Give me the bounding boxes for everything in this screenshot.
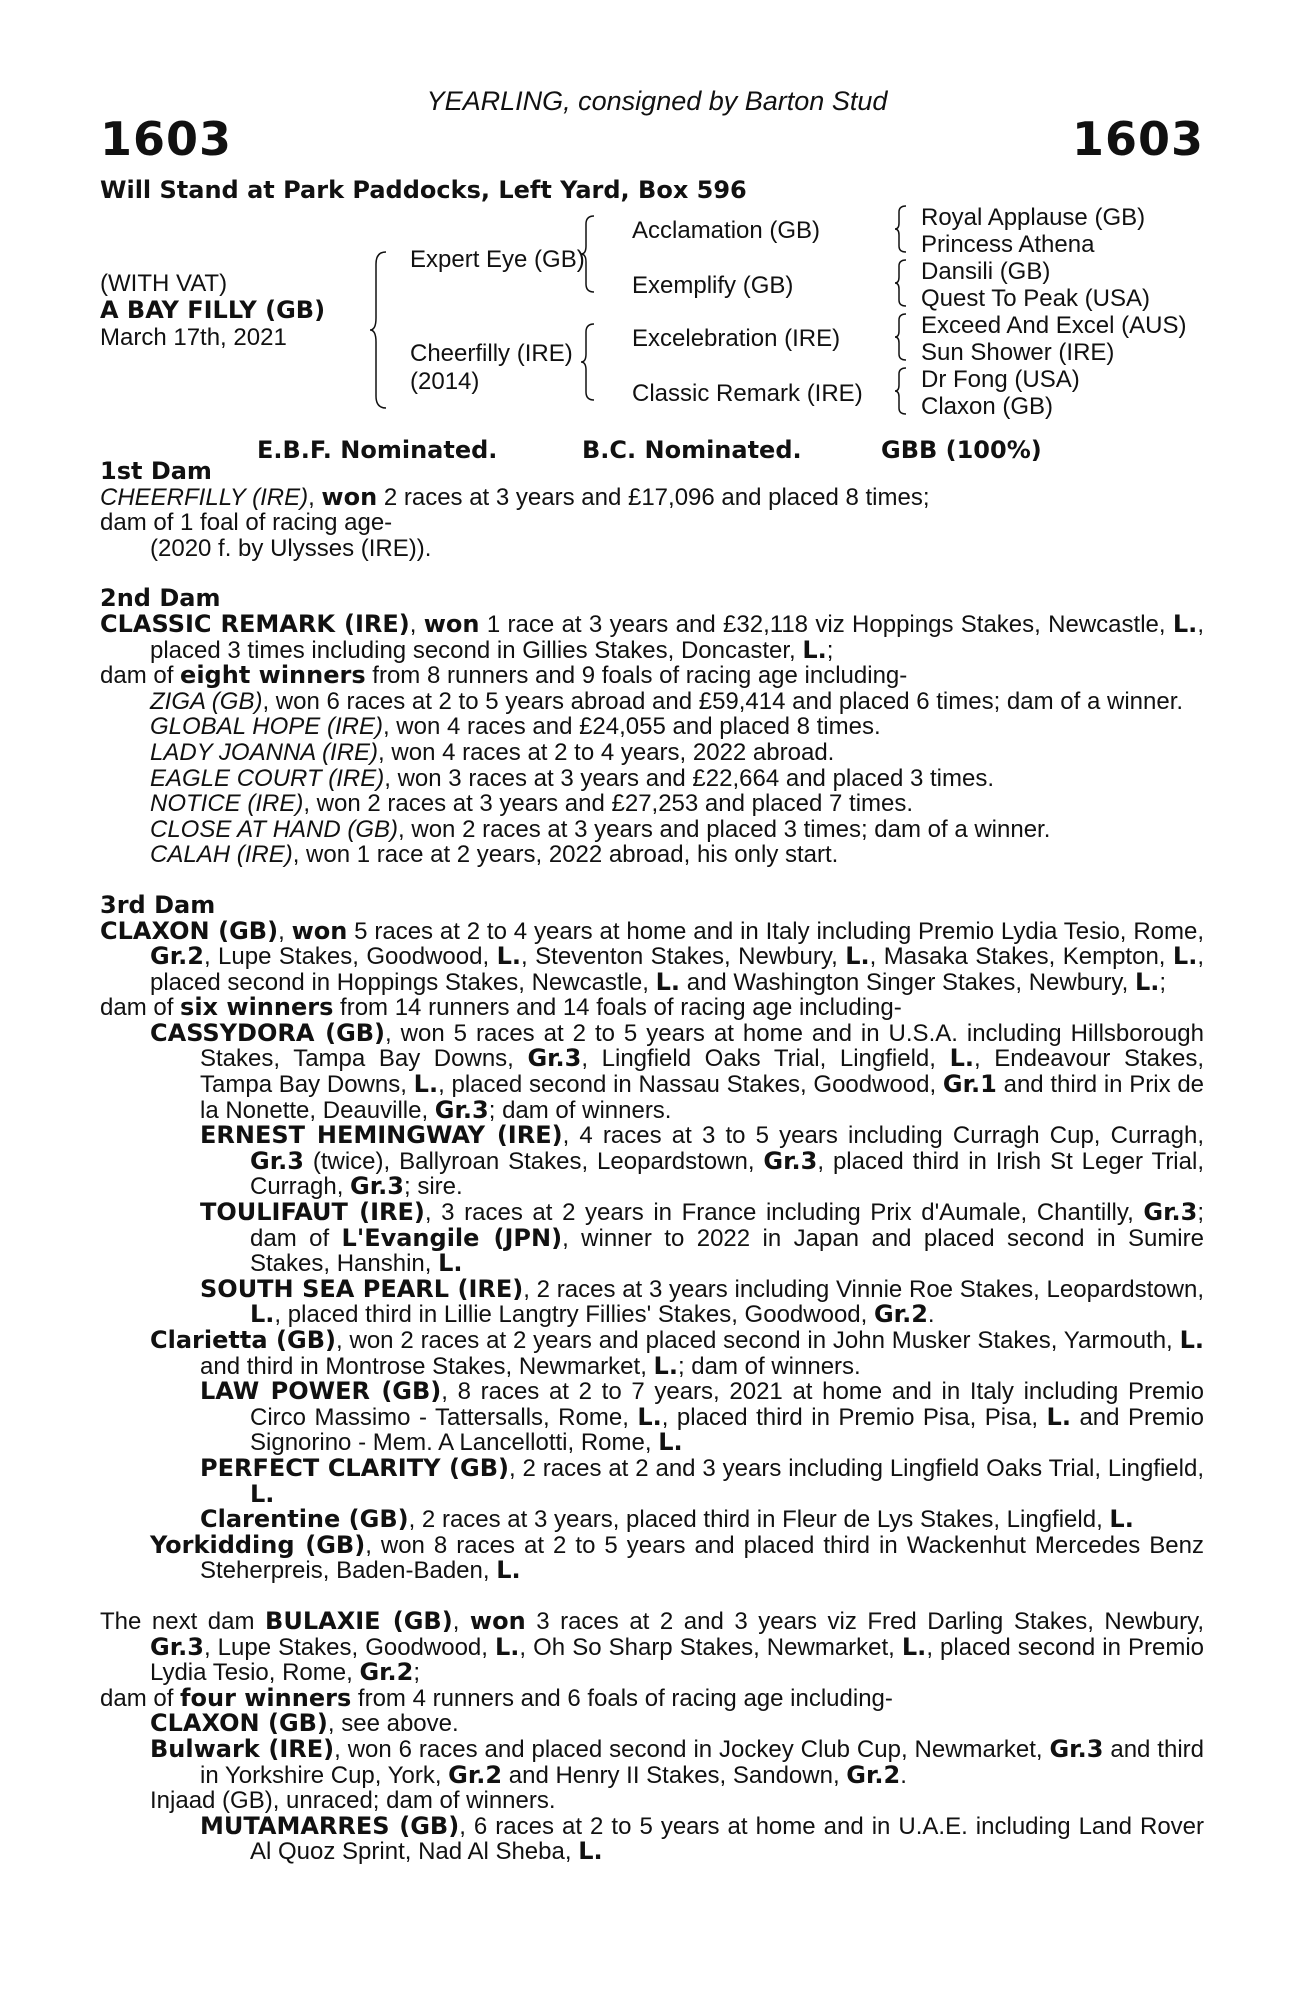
lot-number-left: 1603: [100, 112, 233, 166]
ped-dam: Cheerfilly (IRE): [410, 340, 573, 367]
southsea-t1: , 2 races at 3 years including Vinnie Roe Stakes, Leopardstown,: [523, 1275, 1204, 1303]
third-dam-heading: 3rd Dam: [100, 890, 216, 919]
bulwark-g3: Gr.2: [846, 1760, 901, 1789]
bulwark-g2: Gr.2: [448, 1760, 503, 1789]
next-dam-t5: ;: [413, 1659, 421, 1687]
ped-dd: Classic Remark (IRE): [632, 380, 863, 407]
second-dam-listed-2: L.: [802, 635, 827, 664]
next-dam-t2: , Lupe Stakes, Goodwood,: [203, 1633, 495, 1661]
progeny-item: [100, 740, 1204, 766]
ped-dds: Dr Fong (USA): [921, 366, 1080, 393]
ped-sdd: Quest To Peak (USA): [921, 285, 1150, 312]
next-dam-g1: Gr.3: [150, 1632, 204, 1661]
yorkidding-name: Yorkidding (GB): [150, 1530, 366, 1559]
progeny-text: , won 4 races at 2 to 4 years, 2022 abroad.: [378, 738, 835, 766]
bulwark-t1: , won 6 races and placed second in Jockey Club Cup, Newmarket,: [334, 1735, 1050, 1763]
lawpower-l1: L.: [637, 1402, 662, 1431]
next-dam-damof: [100, 1683, 1204, 1712]
progeny-text: , won 6 races at 2 to 5 years abroad and £59,414 and placed 6 times; dam of a winner.: [262, 687, 1184, 715]
ped-sire: Expert Eye (GB): [410, 246, 585, 273]
third-dam-l5: L.: [1134, 967, 1160, 996]
ped-dsd: Sun Shower (IRE): [921, 339, 1115, 366]
progeny-item: [100, 842, 1204, 868]
stand-location: Will Stand at Park Paddocks, Left Yard, Box 596: [100, 176, 747, 204]
toulifaut-t1: , 3 races at 2 years in France including Prix d'Aumale, Chantilly,: [424, 1199, 1144, 1227]
progeny-item: [100, 766, 1204, 792]
progeny-text: , won 2 races at 3 years and £27,253 and placed 7 times.: [303, 790, 914, 818]
ped-dss: Exceed And Excel (AUS): [921, 312, 1187, 339]
clarentine-entry: [100, 1507, 1204, 1533]
progeny-name: GLOBAL HOPE (IRE): [150, 713, 383, 741]
progeny-item: [100, 791, 1204, 817]
first-dam-name: CHEERFILLY (IRE): [100, 483, 309, 511]
next-dam-t3: , Oh So Sharp Stakes, Newmarket,: [519, 1633, 902, 1661]
third-dam-winners: six winners: [180, 993, 334, 1022]
third-dam-l4: L.: [655, 967, 681, 996]
clarietta-entry: [100, 1328, 1204, 1379]
mutamarres-entry: [100, 1811, 1204, 1866]
bulwark-g1: Gr.3: [1049, 1734, 1104, 1763]
next-dam-damof-b: from 4 runners and 6 foals of racing age including-: [351, 1684, 893, 1712]
first-dam-heading: 1st Dam: [100, 457, 212, 485]
cassydora-t3: , Endeavour Stakes, Tampa Bay Downs,: [200, 1045, 1204, 1099]
third-dam-t2: , Lupe Stakes, Goodwood,: [203, 943, 497, 971]
lawpower-entry: [100, 1379, 1204, 1456]
cassydora-l1: L.: [949, 1044, 974, 1073]
third-dam-won: won: [291, 916, 348, 945]
second-dam-heading: 2nd Dam: [100, 584, 221, 613]
clarietta-t2: and third in Montrose Stakes, Newmarket,: [200, 1352, 654, 1380]
claxon-ref-text: , see above.: [327, 1710, 459, 1738]
pedigree-brace-ds: [895, 312, 909, 362]
bulwark-t4: .: [900, 1761, 907, 1789]
clarietta-name: Clarietta (GB): [150, 1326, 336, 1354]
clarietta-l1: L.: [1179, 1326, 1204, 1354]
yorkidding-t1: , won 8 races at 2 to 5 years and placed third in Wackenhut Mercedes Benz Steherpreis, Baden-Baden,: [200, 1531, 1205, 1585]
ped-sss: Royal Applause (GB): [921, 204, 1146, 231]
next-dam-won: won: [469, 1606, 526, 1635]
next-dam-l2: L.: [901, 1632, 927, 1661]
next-dam-t1: 3 races at 2 and 3 years viz Fred Darling Stakes, Newbury,: [525, 1607, 1204, 1635]
cassydora-entry: [100, 1018, 1205, 1124]
toulifaut-t3: , winner to 2022 in Japan and placed second in Sumire Stakes, Hanshin,: [250, 1224, 1204, 1278]
clarentine-l1: L.: [1109, 1505, 1134, 1534]
pedigree-brace-dd: [895, 366, 909, 416]
bulwark-t2: and third in Yorkshire Cup, York,: [200, 1735, 1204, 1789]
third-dam-damof-b: from 14 runners and 14 foals of racing age including-: [333, 994, 902, 1022]
second-dam-damof: [100, 663, 1204, 689]
consignor-line: YEARLING, consigned by Barton Stud: [426, 86, 888, 116]
first-dam-won: won: [321, 482, 378, 511]
ebf-nomination: E.B.F. Nominated.: [257, 436, 498, 464]
cassydora-t4: , placed second in Nassau Stakes, Goodwood,: [438, 1071, 943, 1099]
progeny-text: , won 3 races at 3 years and £22,664 and placed 3 times.: [384, 764, 994, 792]
southsea-l1: L.: [250, 1300, 275, 1329]
third-dam-t6: and Washington Singer Stakes, Newbury,: [680, 968, 1135, 996]
ernest-name: ERNEST HEMINGWAY (IRE): [200, 1121, 563, 1150]
horse-dob: March 17th, 2021: [100, 324, 287, 351]
first-dam-foal: (2020 f. by Ulysses (IRE)).: [150, 534, 432, 562]
cassydora-t1: , won 5 races at 2 to 5 years at home and in U.S.A. including Hillsborough Stakes, Tampa Bay Downs,: [200, 1019, 1204, 1073]
cassydora-g2: Gr.1: [942, 1070, 997, 1099]
ernest-g1: Gr.3: [250, 1146, 304, 1175]
toulifaut-l1: L.: [438, 1249, 463, 1278]
lawpower-t3: and Premio Signorino - Mem. A Lancellotti, Rome,: [250, 1403, 1204, 1457]
bc-nomination: B.C. Nominated.: [582, 436, 802, 464]
mutamarres-l1: L.: [578, 1837, 603, 1866]
progeny-text: , won 2 races at 3 years and placed 3 times; dam of a winner.: [398, 815, 1051, 843]
next-dam-t4: , placed second in Premio Lydia Tesio, Rome,: [150, 1633, 1205, 1687]
clarietta-l2: L.: [653, 1351, 678, 1380]
cassydora-l2: L.: [413, 1070, 439, 1099]
gbb-status: GBB (100%): [881, 436, 1042, 464]
southsea-t3: .: [927, 1301, 935, 1329]
ped-ddd: Claxon (GB): [921, 393, 1054, 420]
third-dam-l2: L.: [845, 942, 870, 971]
progeny-item: [100, 689, 1204, 715]
third-dam-damof-a: dam of: [100, 994, 181, 1022]
third-dam-t5: , placed second in Hoppings Stakes, Newcastle,: [150, 943, 1205, 996]
next-dam-g2: Gr.2: [359, 1658, 414, 1687]
pedigree-brace-ss: [895, 204, 909, 254]
third-dam-para: CLAXON (GB), won 5 races at 2 to 4 years at home and in Italy including Premio Lydia Tesio, Rome, Gr.2, Lupe Stakes, Goodwood, L., Steventon Stakes, Newbury, L., Masaka Stakes, Kempton, L., placed second in Hoppings Stakes, Newcastle, L. and Washington Singer Stakes, Newbury, L.;: [100, 916, 1205, 996]
progeny-text: , won 1 race at 2 years, 2022 abroad, his only start.: [292, 841, 839, 869]
bulwark-entry: [100, 1734, 1204, 1789]
ped-sd: Exemplify (GB): [632, 272, 794, 299]
third-dam-damof: [100, 995, 1204, 1021]
lot-number-right: 1603: [1071, 112, 1204, 166]
bulwark-name: Bulwark (IRE): [150, 1734, 335, 1763]
next-dam-winners: four winners: [180, 1683, 352, 1712]
pedigree-brace-dam: [581, 322, 597, 402]
ped-sds: Dansili (GB): [921, 258, 1051, 285]
progeny-name: NOTICE (IRE): [150, 790, 304, 818]
progeny-item: [100, 714, 1204, 740]
next-dam-para: The next dam BULAXIE (GB), won 3 races at 2 and 3 years viz Fred Darling Stakes, Newbury, Gr.3, Lupe Stakes, Goodwood, L., Oh So Sharp Stakes, Newmarket, L., placed second in Premio Lydia Tesio, Rome, Gr.2;: [100, 1606, 1205, 1687]
ped-dam-year: (2014): [410, 368, 480, 395]
cassydora-t6: ; dam of winners.: [488, 1096, 672, 1124]
lawpower-t1: , 8 races at 2 to 7 years, 2021 at home and in Italy including Premio Circo Massimo - Tattersalls, Rome,: [250, 1378, 1204, 1431]
next-dam-l1: L.: [495, 1632, 520, 1661]
third-dam-t3: , Steventon Stakes, Newbury,: [521, 943, 846, 971]
next-dam-intro: The next dam: [100, 1607, 266, 1635]
pedigree-brace-sd: [895, 258, 909, 308]
cassydora-t5: and third in Prix de la Nonette, Deauville,: [200, 1071, 1205, 1124]
mutamarres-t1: , 6 races at 2 to 5 years at home and in U.A.E. including Land Rover Al Quoz Sprint, Nad Al Sheba,: [250, 1812, 1204, 1866]
next-dam-name: BULAXIE (GB): [265, 1606, 453, 1635]
ped-ss: Acclamation (GB): [632, 217, 821, 244]
ernest-g2: Gr.3: [763, 1146, 818, 1175]
second-dam-listed-1: L.: [1172, 609, 1198, 638]
clarietta-t1: , won 2 races at 2 years and placed second in John Musker Stakes, Yarmouth,: [335, 1327, 1180, 1354]
toulifaut-t2: ; dam of: [250, 1199, 1205, 1252]
progeny-name: ZIGA (GB): [150, 687, 263, 715]
pedigree-body: [100, 459, 1204, 1865]
southsea-entry: [100, 1274, 1204, 1329]
ped-ds: Excelebration (IRE): [632, 325, 841, 352]
ped-ssd: Princess Athena: [921, 231, 1095, 258]
toulifaut-entry: [100, 1200, 1204, 1277]
perfect-t1: , 2 races at 2 and 3 years including Lingfield Oaks Trial, Lingfield,: [508, 1454, 1204, 1482]
clarentine-name: Clarentine (GB): [200, 1505, 409, 1534]
second-dam-damof-a: dam of: [100, 662, 181, 690]
first-dam-para: CHEERFILLY (IRE), won 2 races at 3 years and £17,096 and placed 8 times;: [100, 482, 930, 511]
clarietta-t3: ; dam of winners.: [677, 1352, 861, 1380]
ernest-g3: Gr.3: [350, 1172, 404, 1201]
progeny-name: CLOSE AT HAND (GB): [150, 815, 399, 843]
toulifaut-name: TOULIFAUT (IRE): [200, 1198, 425, 1227]
third-dam-l3: L.: [1172, 942, 1198, 971]
cassydora-g3: Gr.3: [434, 1095, 489, 1124]
bulwark-t3: and Henry II Stakes, Sandown,: [502, 1761, 847, 1789]
progeny-name: LADY JOANNA (IRE): [150, 738, 379, 766]
ernest-t2: (twice), Ballyroan Stakes, Leopardstown,: [303, 1147, 764, 1175]
first-dam-damof: dam of 1 foal of racing age-: [100, 509, 393, 537]
next-dam-damof-a: dam of: [100, 1684, 181, 1712]
yorkidding-l1: L.: [496, 1556, 521, 1585]
third-dam-name: CLAXON (GB): [100, 916, 279, 945]
vat-note: (WITH VAT): [100, 270, 228, 297]
progeny-text: , won 4 races and £24,055 and placed 8 times.: [382, 713, 881, 741]
ernest-t1: , 4 races at 3 to 5 years including Curragh Cup, Curragh,: [562, 1122, 1205, 1150]
second-dam-text-b: , placed 3 times including second in Gillies Stakes, Doncaster,: [150, 610, 1204, 664]
lawpower-name: LAW POWER (GB): [200, 1377, 442, 1406]
toulifaut-sub: L'Evangile (JPN): [341, 1223, 563, 1252]
perfect-name: PERFECT CLARITY (GB): [200, 1453, 509, 1482]
third-dam-l1: L.: [496, 942, 522, 971]
second-dam-para: CLASSIC REMARK (IRE), won 1 race at 3 years and £32,118 viz Hoppings Stakes, Newcastle, L., placed 3 times including second in Gillies Stakes, Doncaster, L.;: [100, 609, 1204, 664]
progeny-item: [100, 817, 1204, 843]
cassydora-name: CASSYDORA (GB): [150, 1018, 386, 1047]
third-dam-t4: , Masaka Stakes, Kempton,: [869, 943, 1173, 971]
cassydora-g1: Gr.3: [527, 1044, 582, 1073]
progeny-name: EAGLE COURT (IRE): [150, 764, 385, 792]
ernest-t4: ; sire.: [403, 1173, 463, 1201]
second-dam-name: CLASSIC REMARK (IRE): [100, 609, 410, 638]
southsea-g1: Gr.2: [873, 1300, 928, 1329]
lawpower-l2: L.: [1046, 1402, 1071, 1431]
injaad-entry: Injaad (GB), unraced; dam of winners.: [150, 1787, 556, 1815]
claxon-ref: [100, 1711, 1204, 1737]
first-dam-text: 2 races at 3 years and £17,096 and placed 8 times;: [377, 483, 930, 511]
clarentine-t1: , 2 races at 3 years, placed third in Fleur de Lys Stakes, Lingfield,: [408, 1506, 1110, 1534]
southsea-name: SOUTH SEA PEARL (IRE): [200, 1274, 524, 1303]
claxon-ref-name: CLAXON (GB): [150, 1709, 328, 1738]
second-dam-text-a: 1 race at 3 years and £32,118 viz Hoppings Stakes, Newcastle,: [479, 610, 1173, 638]
perfect-entry: [100, 1453, 1204, 1508]
lawpower-t2: , placed third in Premio Pisa, Pisa,: [661, 1403, 1047, 1431]
second-dam-damof-b: from 8 runners and 9 foals of racing age including-: [365, 662, 908, 690]
mutamarres-name: MUTAMARRES (GB): [200, 1811, 460, 1840]
ernest-entry: [100, 1123, 1204, 1200]
second-dam-text-c: ;: [826, 636, 834, 664]
pedigree-brace-main: [370, 250, 390, 410]
toulifaut-g1: Gr.3: [1143, 1198, 1198, 1227]
horse-name: A BAY FILLY (GB): [100, 296, 326, 324]
second-dam-winners: eight winners: [180, 661, 366, 690]
third-dam-t1: 5 races at 2 to 4 years at home and in Italy including Premio Lydia Tesio, Rome,: [347, 917, 1205, 945]
third-dam-t7: ;: [1159, 968, 1167, 996]
yorkidding-entry: [100, 1530, 1205, 1585]
perfect-l1: L.: [250, 1479, 275, 1508]
cassydora-t2: , Lingfield Oaks Trial, Lingfield,: [581, 1045, 950, 1073]
second-dam-won: won: [423, 609, 480, 638]
southsea-t2: , placed third in Lillie Langtry Fillies' Stakes, Goodwood,: [274, 1301, 874, 1329]
third-dam-g1: Gr.2: [150, 942, 204, 971]
progeny-name: CALAH (IRE): [150, 841, 293, 869]
lawpower-l3: L.: [658, 1428, 683, 1457]
ernest-t3: , placed third in Irish St Leger Trial, Curragh,: [250, 1147, 1204, 1201]
